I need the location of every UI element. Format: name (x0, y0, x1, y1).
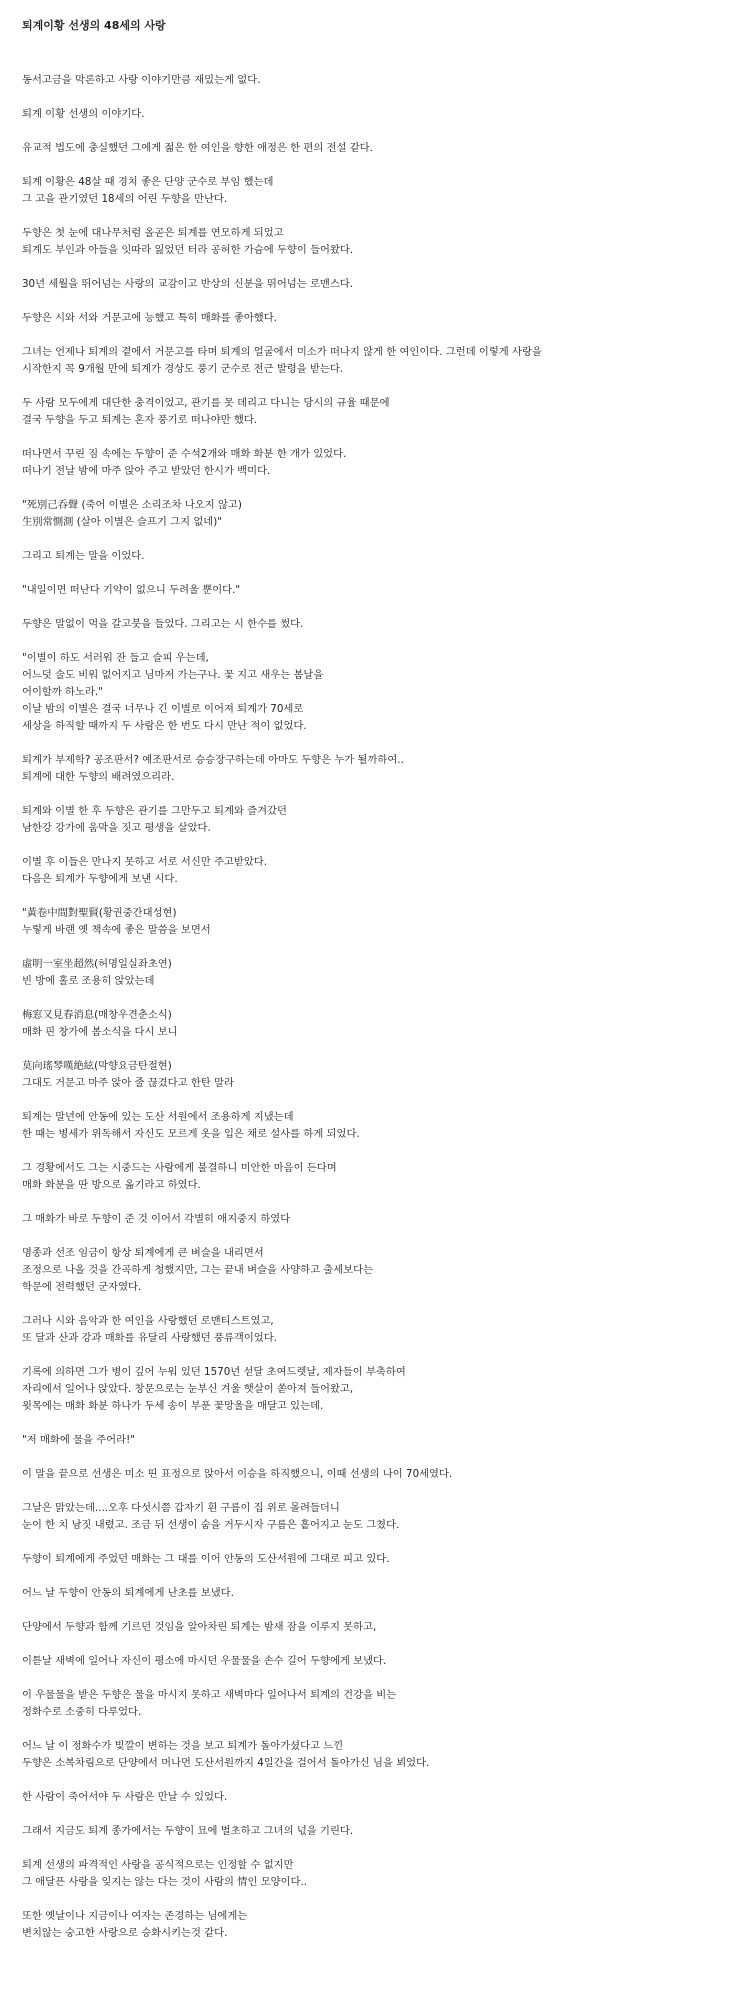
paragraph (22, 1432, 708, 1449)
paragraph-line: 그 고을 관기였던 18세의 어린 두향을 만난다. (22, 193, 228, 205)
paragraph-line: 梅窓又見春消息(매창우견춘소식) (22, 1009, 172, 1021)
paragraph (22, 310, 708, 327)
paragraph (22, 1653, 708, 1670)
paragraph-line: 두향은 첫 눈에 대나무처럼 올곧은 퇴계를 연모하게 되었고 (22, 227, 284, 239)
paragraph-line: 또한 옛날이나 지금이나 여자는 존경하는 님에게는 (22, 1910, 248, 1922)
paragraph-line: 그 애달픈 사랑을 잊지는 않는 다는 것이 사람의 情인 모양이다.. (22, 1876, 308, 1888)
paragraph (22, 956, 708, 990)
paragraph (22, 1908, 708, 1942)
paragraph-line: 퇴계는 말년에 안동에 있는 도산 서원에서 조용하게 지냈는데 (22, 1111, 294, 1123)
paragraph-line: 퇴계와 이별 한 후 두향은 관기를 그만두고 퇴계와 즐겨갔던 (22, 805, 287, 817)
paragraph (22, 106, 708, 123)
paragraph-line: 또 달과 산과 강과 매화를 유달리 사랑했던 풍류객이었다. (22, 1332, 277, 1344)
paragraph (22, 497, 708, 531)
paragraph-line: "死別己呑聲 (죽어 이별은 소리조차 나오지 않고) (22, 499, 242, 511)
paragraph-line: 퇴계가 부제학? 공조판서? 예조판서로 승승장구하는데 아마도 두향은 누가 될까하여.. (22, 754, 404, 766)
paragraph-line: 퇴계 선생의 파격적인 사랑을 공식적으로는 인정할 수 없지만 (22, 1859, 294, 1871)
paragraph (22, 1857, 708, 1891)
paragraph (22, 1245, 708, 1296)
paragraph-line: 어이할까 하노라." (22, 686, 103, 698)
paragraph (22, 276, 708, 293)
paragraph-line: 조정으로 나올 것을 간곡하게 청했지만, 그는 끝내 벼슬을 사양하고 출세보다는 (22, 1264, 374, 1276)
paragraph-line: 퇴계도 부인과 아들을 잇따라 잃었던 터라 공허한 가슴에 두향이 들어왔다. (22, 244, 354, 256)
paragraph (22, 72, 708, 89)
paragraph-line: 떠나기 전날 밤에 마주 앉아 주고 받았던 한시가 백미다. (22, 465, 271, 477)
paragraph (22, 854, 708, 888)
paragraph-line: 어느 날 두향이 안동의 퇴계에게 난초를 보냈다. (22, 1587, 234, 1599)
paragraph (22, 1364, 708, 1415)
paragraph-line: 어느덧 술도 비워 없어지고 님마저 가는구나. 꽃 지고 새우는 봄날을 (22, 669, 324, 681)
paragraph (22, 1823, 708, 1840)
paragraph (22, 548, 708, 565)
paragraph-line: 결국 두향을 두고 퇴계는 혼자 풍기로 떠나야만 했다. (22, 414, 258, 426)
paragraph (22, 803, 708, 837)
paragraph (22, 174, 708, 208)
paragraph (22, 1313, 708, 1347)
paragraph (22, 905, 708, 939)
paragraph (22, 225, 708, 259)
paragraph-line: 윗목에는 매화 화분 하나가 두세 송이 부푼 꽃망울을 매달고 있는데. (22, 1400, 324, 1412)
paragraph (22, 1619, 708, 1636)
paragraph-line: 떠나면서 꾸린 짐 속에는 두향이 준 수석2개와 매화 화분 한 개가 있었다. (22, 448, 347, 460)
paragraph (22, 1058, 708, 1092)
paragraph (22, 1789, 708, 1806)
paragraph-line: 시작한지 꼭 9개월 만에 퇴계가 경상도 풍기 군수로 전근 발령을 받는다. (22, 363, 344, 375)
paragraph (22, 616, 708, 633)
paragraph-line: 그녀는 언제나 퇴계의 곁에서 거문고를 타며 퇴계의 얼굴에서 미소가 떠나지 않게 한 여인이다. 그런데 이렇게 사랑을 (22, 346, 542, 358)
paragraph-line: "黃卷中間對聖賢(황권중간대성현) (22, 907, 177, 919)
paragraph-line: "저 매화에 물을 주어라!" (22, 1434, 135, 1446)
paragraph-line: 이 말을 끝으로 선생은 미소 띤 표정으로 앉아서 이승을 하직했으니, 이때 선생의 나이 70세였다. (22, 1468, 453, 1480)
paragraph-line: 어느 날 이 정화수가 빛깔이 변하는 것을 보고 퇴계가 돌아가셨다고 느낀 (22, 1740, 344, 1752)
paragraph-line: 눈이 한 치 남짓 내렸고. 조금 뒤 선생이 숨을 거두시자 구름은 흩어지고 눈도 그쳤다. (22, 1519, 400, 1531)
paragraph (22, 650, 708, 735)
paragraph (22, 1738, 708, 1772)
paragraph-line: 한 때는 병세가 위독해서 자신도 모르게 옷을 입은 채로 설사를 하게 되었다. (22, 1128, 360, 1140)
paragraph-line: 두향은 소복차림으로 단양에서 머나먼 도산서원까지 4일간을 걸어서 돌아가신 님을 뵈었다. (22, 1757, 430, 1769)
paragraph-line: 퇴계 이황 선생의 이야기다. (22, 108, 145, 120)
paragraph-line: "내일이면 떠난다 기약이 없으니 두려울 뿐이다." (22, 584, 241, 596)
paragraph (22, 446, 708, 480)
paragraph-line: 莫向瑤琴嘆絶絃(막향요금탄절현) (22, 1060, 172, 1072)
paragraph (22, 752, 708, 786)
paragraph (22, 1466, 708, 1483)
paragraph (22, 1687, 708, 1721)
paragraph-line: 한 사람이 죽어서야 두 사람은 만날 수 있었다. (22, 1791, 228, 1803)
paragraph (22, 1109, 708, 1143)
paragraph-line: 매화 화분을 딴 방으로 옮기라고 하였다. (22, 1179, 201, 1191)
paragraph-line: 그리고 퇴계는 말을 이었다. (22, 550, 145, 562)
paragraph-line: 그 매화가 바로 두향이 준 것 이어서 각별히 애지중지 하였다 (22, 1213, 291, 1225)
paragraph-line: 퇴계 이황은 48살 때 경치 좋은 단양 군수로 부임 했는데 (22, 176, 274, 188)
paragraph-line: 두 사람 모두에게 대단한 충격이었고, 관기를 못 데리고 다니는 당시의 규율 때문에 (22, 397, 390, 409)
paragraph (22, 1211, 708, 1228)
paragraph-line: 이튿날 새벽에 일어나 자신이 평소에 마시던 우물물을 손수 길어 두향에게 보냈다. (22, 1655, 387, 1667)
paragraph-line: 누렇게 바랜 옛 책속에 좋은 말씀을 보면서 (22, 924, 211, 936)
paragraph-line: 정화수로 소중히 다루었다. (22, 1706, 142, 1718)
paragraph-line: 虛明一室坐超然(허명일실좌초연) (22, 958, 172, 970)
paragraph-line: 그대도 거문고 마주 앉아 줄 끊겼다고 한탄 말라 (22, 1077, 234, 1089)
paragraph-line: 명종과 선조 임금이 항상 퇴계에게 큰 벼슬을 내리면서 (22, 1247, 264, 1259)
paragraph-line: 동서고금을 막론하고 사랑 이야기만큼 재밌는게 없다. (22, 74, 261, 86)
paragraph-line: 30년 세월을 뛰어넘는 사랑의 교감이고 반상의 신분을 뛰어넘는 로맨스다. (22, 278, 354, 290)
paragraph-line: 기록에 의하면 그가 병이 깊어 누워 있던 1570년 섣달 초여드렛날, 제자들이 부축하여 (22, 1366, 406, 1378)
paragraph-line: 단양에서 두향과 함께 기르던 것임을 알아차린 퇴계는 밤새 잠을 이루지 못하고, (22, 1621, 377, 1633)
paragraph-line: 변치않는 숭고한 사랑으로 승화시키는것 같다. (22, 1927, 228, 1939)
paragraph-line: 그 경황에서도 그는 시중드는 사람에게 불결하니 미안한 마음이 든다며 (22, 1162, 337, 1174)
paragraph-line: 이별 후 이들은 만나지 못하고 서로 서신만 주고받았다. (22, 856, 268, 868)
paragraph-line: 그날은 맑았는데....오후 다섯시쯤 갑자기 흰 구름이 집 위로 몰려들더니 (22, 1502, 340, 1514)
paragraph-line: 세상을 하직할 때까지 두 사람은 한 번도 다시 만난 적이 없었다. (22, 720, 307, 732)
paragraph (22, 1551, 708, 1568)
paragraph-line: 生別常惻測 (살아 이별은 슬프기 그지 없네)" (22, 516, 222, 528)
article-body (22, 72, 708, 1942)
paragraph-line: 매화 핀 창가에 봄소식을 다시 보니 (22, 1026, 178, 1038)
paragraph-line: 두향이 퇴계에게 주었던 매화는 그 대를 이어 안동의 도산서원에 그대로 피고 있다. (22, 1553, 390, 1565)
paragraph (22, 344, 708, 378)
paragraph-line: 자리에서 일어나 앉았다. 창문으로는 눈부신 겨울 햇살이 쏟아져 들어왔고, (22, 1383, 354, 1395)
paragraph (22, 140, 708, 157)
paragraph-line: 이 우물물을 받은 두향은 물을 마시지 못하고 새벽마다 일어나서 퇴계의 건강을 비는 (22, 1689, 397, 1701)
paragraph (22, 1500, 708, 1534)
paragraph-line: 이날 밤의 이별은 결국 너무나 긴 이별로 이어져 퇴계가 70세로 (22, 703, 304, 715)
paragraph-line: 두향은 말없이 먹을 갈고붓을 들었다. 그리고는 시 한수를 썼다. (22, 618, 304, 630)
paragraph (22, 1585, 708, 1602)
paragraph (22, 1160, 708, 1194)
paragraph-line: 퇴계에 대한 두향의 배려였으리라. (22, 771, 175, 783)
paragraph-line: 다음은 퇴계가 두향에게 보낸 시다. (22, 873, 178, 885)
article-title: 퇴계이황 선생의 48세의 사랑 (22, 19, 166, 32)
paragraph-line: 유교적 법도에 충실했던 그에게 젊은 한 여인을 향한 애정은 한 편의 전설 같다. (22, 142, 373, 154)
paragraph (22, 582, 708, 599)
paragraph-line: 학문에 전력했던 군자였다. (22, 1281, 142, 1293)
paragraph-line: "이별이 하도 서러워 잔 들고 슬피 우는데, (22, 652, 209, 664)
paragraph-line: 두향은 시와 서와 거문고에 능했고 특히 매화를 좋아했다. (22, 312, 277, 324)
paragraph-line: 빈 방에 홀로 조용히 앉았는데 (22, 975, 155, 987)
paragraph (22, 395, 708, 429)
paragraph-line: 남한강 강가에 움막을 짓고 평생을 살았다. (22, 822, 211, 834)
paragraph (22, 1007, 708, 1041)
paragraph-line: 그래서 지금도 퇴계 종가에서는 두향이 묘에 벌초하고 그녀의 넋을 기린다. (22, 1825, 354, 1837)
paragraph-line: 그러나 시와 음악과 한 여인을 사랑했던 로맨티스트였고, (22, 1315, 274, 1327)
